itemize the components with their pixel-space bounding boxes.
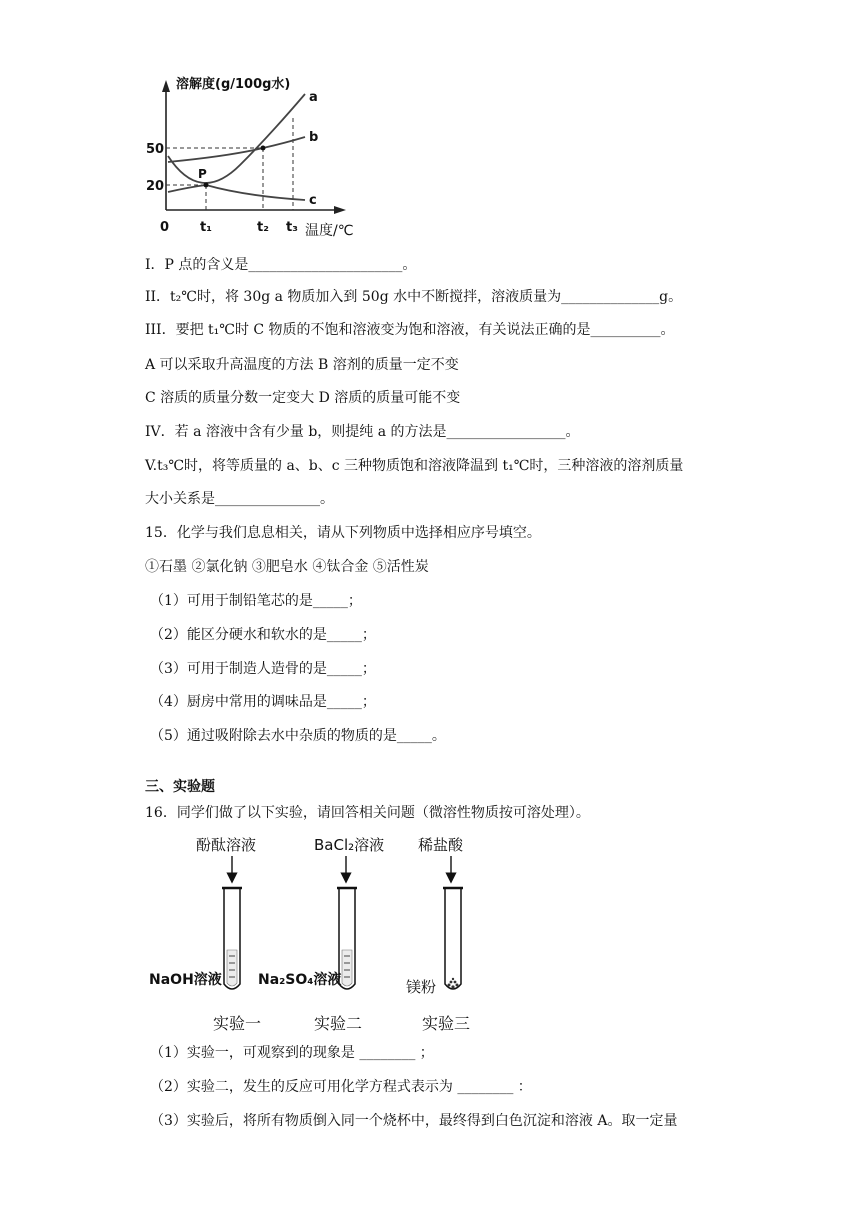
- x-tick-t3: t₃: [286, 220, 298, 235]
- q16-stem: 16．同学们做了以下实验，请回答相关问题（微溶性物质按可溶处理）。: [145, 805, 590, 821]
- y-axis-label: 溶解度(g/100g水): [176, 77, 291, 92]
- q15-item-5: （5）通过吸附除去水中杂质的物质的是_____。: [150, 728, 446, 744]
- q14-option-cd: C 溶质的质量分数一定变大 D 溶质的质量可能不变: [145, 390, 461, 406]
- curve-c: [168, 185, 305, 200]
- exp3-name: 实验三: [422, 1014, 471, 1033]
- q14-line-5-cont: 大小关系是_______________。: [145, 491, 334, 507]
- q14-line-4: IV．若 a 溶液中含有少量 b，则提纯 a 的方法是_________________。: [145, 424, 580, 440]
- q14-line-2: II．t₂℃时，将 30g a 物质加入到 50g 水中不断搅拌，溶液质量为______________g。: [145, 289, 683, 305]
- q15-item-2: （2）能区分硬水和软水的是_____；: [150, 627, 376, 643]
- y-tick-50: 50: [146, 142, 165, 157]
- x-tick-t2: t₂: [257, 220, 269, 235]
- curve-b: [168, 137, 305, 162]
- q15-stem: 15．化学与我们息息相关，请从下列物质中选择相应序号填空。: [145, 525, 541, 541]
- curve-label-c: c: [309, 193, 317, 208]
- exp1-reagent-label: 酚酞溶液: [196, 836, 257, 854]
- y-tick-20: 20: [146, 179, 165, 194]
- y-axis-arrow: [162, 80, 170, 92]
- exp3-reagent-label: 稀盐酸: [418, 836, 464, 854]
- x-axis-arrow: [334, 206, 346, 214]
- q15-item-4: （4）厨房中常用的调味品是_____；: [150, 694, 376, 710]
- x-axis-label: 温度/℃: [305, 223, 354, 239]
- point-p-label: P: [198, 167, 207, 181]
- exp2-name: 实验二: [314, 1014, 363, 1033]
- exp2-sample-label: Na₂SO₄溶液: [258, 972, 342, 988]
- q15-options: ①石墨 ②氯化钠 ③肥皂水 ④钛合金 ⑤活性炭: [145, 559, 429, 575]
- q15-item-1: （1）可用于制铅笔芯的是_____；: [150, 593, 362, 609]
- experiment-figure: [0, 826, 860, 1046]
- exp3-sample-label: 镁粉: [406, 978, 437, 996]
- x-tick-0: 0: [160, 220, 170, 235]
- section-title: 三、实验题: [145, 779, 215, 795]
- exp1-name: 实验一: [213, 1014, 262, 1033]
- exp2-reagent-label: BaCl₂溶液: [314, 836, 385, 854]
- q16-item-1: （1）实验一，可观察到的现象是 ________ ；: [150, 1045, 434, 1061]
- q16-item-2: （2）实验二，发生的反应可用化学方程式表示为 ________ ：: [150, 1079, 532, 1095]
- q14-line-3: III．要把 t₁℃时 C 物质的不饱和溶液变为饱和溶液，有关说法正确的是__________。: [145, 322, 675, 338]
- q16-item-3: （3）实验后，将所有物质倒入同一个烧杯中，最终得到白色沉淀和溶液 A。取一定量: [150, 1113, 678, 1129]
- point-p: [204, 183, 209, 188]
- exp1-test-tube: [222, 888, 242, 989]
- q14-line-5: V.t₃℃时，将等质量的 a、b、c 三种物质饱和溶液降温到 t₁℃时，三种溶液的溶剂质量: [145, 458, 684, 474]
- solubility-graph: [0, 0, 860, 250]
- curve-label-b: b: [309, 130, 319, 145]
- q14-line-1: I．P 点的含义是______________________。: [145, 257, 417, 273]
- q14-option-ab: A 可以采取升高温度的方法 B 溶剂的质量一定不变: [145, 357, 459, 373]
- curve-a: [168, 94, 305, 183]
- exp3-test-tube: [443, 888, 463, 989]
- q15-item-3: （3）可用于制造人造骨的是_____；: [150, 661, 376, 677]
- exp1-sample-label: NaOH溶液: [149, 972, 222, 988]
- x-tick-t1: t₁: [200, 220, 212, 235]
- intersection-point: [261, 146, 266, 151]
- curve-label-a: a: [309, 90, 318, 105]
